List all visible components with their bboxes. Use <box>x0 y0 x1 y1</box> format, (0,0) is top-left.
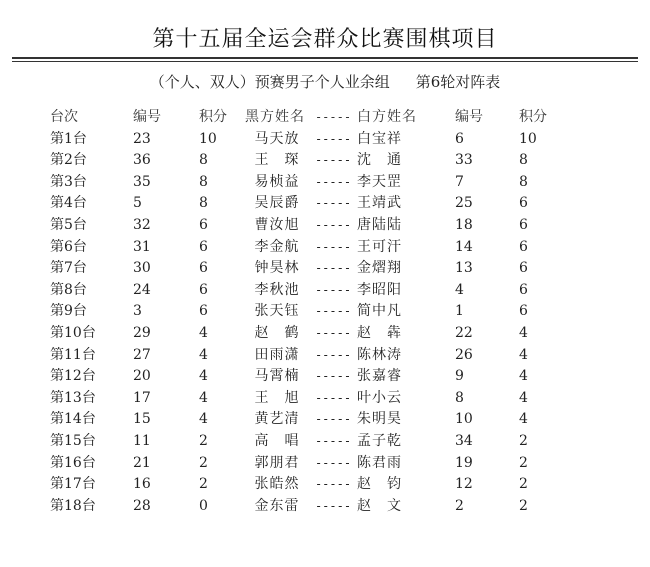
table-row <box>50 409 559 431</box>
table-row <box>50 388 559 410</box>
cell-number-black: 21 <box>133 454 151 471</box>
cell-number-white: 22 <box>455 324 473 341</box>
cell-black-name: 赵 鹤 <box>254 324 300 341</box>
cell-board: 第2台 <box>50 152 87 169</box>
cell-score-white: 8 <box>519 152 528 169</box>
table-row <box>50 345 559 367</box>
cell-score-black: 6 <box>199 238 208 255</box>
cell-separator: ----- <box>314 325 352 340</box>
cell-number-white: 1 <box>455 303 464 320</box>
cell-score-white: 6 <box>519 303 528 320</box>
cell-black-name: 高 唱 <box>254 432 300 449</box>
cell-number-black: 5 <box>133 195 142 212</box>
cell-separator: ----- <box>314 390 352 405</box>
cell-score-white: 2 <box>519 432 528 449</box>
cell-white-name: 金熠翔 <box>357 260 402 277</box>
table-row <box>50 129 559 151</box>
header-separator: ----- <box>314 110 352 124</box>
cell-score-black: 4 <box>199 368 208 385</box>
header-board: 台次 <box>50 109 78 125</box>
subtitle-event: （个人、双人）预赛男子个人业余组 <box>149 73 390 91</box>
cell-black-name: 马霄楠 <box>254 368 300 385</box>
table-row <box>50 280 559 302</box>
cell-number-white: 19 <box>455 454 473 471</box>
cell-number-white: 6 <box>455 130 464 147</box>
cell-board: 第14台 <box>50 411 96 428</box>
cell-number-black: 35 <box>133 173 151 190</box>
cell-board: 第9台 <box>50 303 87 320</box>
cell-number-black: 17 <box>133 389 151 406</box>
cell-number-white: 33 <box>455 152 473 169</box>
cell-score-black: 10 <box>199 130 217 147</box>
cell-board: 第10台 <box>50 324 96 341</box>
cell-score-white: 10 <box>519 130 537 147</box>
cell-score-black: 6 <box>199 260 208 277</box>
cell-score-white: 4 <box>519 411 528 428</box>
table-row <box>50 323 559 345</box>
table-row <box>50 172 559 194</box>
cell-number-black: 30 <box>133 260 151 277</box>
cell-separator: ----- <box>314 282 352 297</box>
cell-number-black: 28 <box>133 497 151 514</box>
cell-black-name: 郭朋君 <box>254 454 300 471</box>
cell-black-name: 曹汝旭 <box>254 216 300 233</box>
cell-board: 第15台 <box>50 432 96 449</box>
cell-number-black: 11 <box>133 432 151 449</box>
cell-score-black: 6 <box>199 303 208 320</box>
table-row <box>50 237 559 259</box>
cell-number-white: 8 <box>455 389 464 406</box>
cell-score-black: 2 <box>199 454 208 471</box>
cell-separator: ----- <box>314 347 352 362</box>
cell-separator: ----- <box>314 412 352 427</box>
cell-separator: ----- <box>314 304 352 319</box>
cell-board: 第3台 <box>50 173 87 190</box>
cell-black-name: 王 琛 <box>254 152 300 169</box>
cell-white-name: 白宝祥 <box>357 130 402 147</box>
cell-number-black: 20 <box>133 368 151 385</box>
cell-white-name: 张嘉睿 <box>357 368 402 385</box>
cell-score-white: 6 <box>519 260 528 277</box>
table-row <box>50 193 559 215</box>
title-rule-thick <box>12 57 638 59</box>
cell-separator: ----- <box>314 174 352 189</box>
page-title: 第十五届全运会群众比赛围棋项目 <box>152 27 498 52</box>
subtitle-round: 第6轮对阵表 <box>415 73 501 91</box>
cell-score-white: 4 <box>519 346 528 363</box>
table-row <box>50 150 559 172</box>
cell-number-white: 9 <box>455 368 464 385</box>
cell-separator: ----- <box>314 433 352 448</box>
cell-score-white: 4 <box>519 368 528 385</box>
table-row <box>50 215 559 237</box>
cell-board: 第1台 <box>50 130 87 147</box>
cell-score-white: 4 <box>519 324 528 341</box>
table-row <box>50 366 559 388</box>
cell-score-black: 2 <box>199 432 208 449</box>
table-row <box>50 496 559 518</box>
cell-number-white: 13 <box>455 260 473 277</box>
cell-white-name: 赵 文 <box>357 497 402 514</box>
cell-separator: ----- <box>314 261 352 276</box>
cell-separator: ----- <box>314 131 352 146</box>
cell-score-white: 6 <box>519 238 528 255</box>
cell-score-white: 2 <box>519 476 528 493</box>
cell-white-name: 孟子乾 <box>357 432 402 449</box>
cell-black-name: 李秋池 <box>254 281 300 298</box>
cell-number-black: 29 <box>133 324 151 341</box>
cell-score-white: 2 <box>519 497 528 514</box>
cell-score-white: 6 <box>519 195 528 212</box>
cell-number-white: 7 <box>455 173 464 190</box>
cell-board: 第17台 <box>50 476 96 493</box>
cell-score-black: 2 <box>199 476 208 493</box>
cell-score-black: 4 <box>199 324 208 341</box>
cell-white-name: 唐陆陆 <box>357 216 402 233</box>
cell-separator: ----- <box>314 196 352 211</box>
cell-score-black: 8 <box>199 152 208 169</box>
cell-white-name: 叶小云 <box>357 389 402 406</box>
subtitle <box>0 71 650 92</box>
cell-number-white: 14 <box>455 238 473 255</box>
cell-black-name: 李金航 <box>254 238 300 255</box>
cell-board: 第11台 <box>50 346 96 363</box>
cell-score-black: 8 <box>199 173 208 190</box>
cell-number-black: 23 <box>133 130 151 147</box>
cell-black-name: 易桢益 <box>254 173 300 190</box>
cell-white-name: 陈林涛 <box>357 346 402 363</box>
cell-number-white: 2 <box>455 497 464 514</box>
cell-number-black: 32 <box>133 216 151 233</box>
cell-score-white: 2 <box>519 454 528 471</box>
cell-score-white: 8 <box>519 173 528 190</box>
cell-white-name: 朱明昊 <box>357 411 402 428</box>
cell-number-white: 10 <box>455 411 473 428</box>
cell-number-black: 24 <box>133 281 151 298</box>
cell-score-black: 4 <box>199 411 208 428</box>
cell-score-black: 8 <box>199 195 208 212</box>
header-black-name: 黑方姓名 <box>245 109 305 125</box>
cell-white-name: 王靖武 <box>357 195 402 212</box>
cell-number-white: 25 <box>455 195 473 212</box>
table-row <box>50 453 559 475</box>
cell-board: 第12台 <box>50 368 96 385</box>
cell-white-name: 简中凡 <box>357 303 402 320</box>
cell-separator: ----- <box>314 369 352 384</box>
cell-black-name: 金东雷 <box>254 497 300 514</box>
cell-white-name: 沈 通 <box>357 152 402 169</box>
pairing-table <box>50 107 559 517</box>
cell-white-name: 李天罡 <box>357 173 402 190</box>
cell-white-name: 王可汗 <box>357 238 402 255</box>
cell-separator: ----- <box>314 153 352 168</box>
cell-board: 第16台 <box>50 454 96 471</box>
cell-separator: ----- <box>314 217 352 232</box>
cell-score-white: 6 <box>519 281 528 298</box>
cell-black-name: 张皓然 <box>254 476 300 493</box>
cell-score-black: 6 <box>199 216 208 233</box>
cell-black-name: 黄艺清 <box>254 411 300 428</box>
cell-white-name: 李昭阳 <box>357 281 402 298</box>
table-row <box>50 301 559 323</box>
cell-number-white: 18 <box>455 216 473 233</box>
header-number-white: 编号 <box>455 109 483 125</box>
cell-black-name: 钟昊林 <box>254 260 300 277</box>
cell-black-name: 马天放 <box>254 130 300 147</box>
cell-score-white: 4 <box>519 389 528 406</box>
cell-board: 第6台 <box>50 238 87 255</box>
cell-separator: ----- <box>314 455 352 470</box>
cell-score-white: 6 <box>519 216 528 233</box>
cell-white-name: 赵 犇 <box>357 324 402 341</box>
cell-black-name: 吴辰爵 <box>254 195 300 212</box>
cell-black-name: 张天钰 <box>254 303 300 320</box>
cell-number-white: 4 <box>455 281 464 298</box>
cell-score-black: 4 <box>199 346 208 363</box>
table-row <box>50 431 559 453</box>
cell-board: 第7台 <box>50 260 87 277</box>
cell-number-black: 31 <box>133 238 151 255</box>
cell-number-white: 12 <box>455 476 473 493</box>
cell-black-name: 王 旭 <box>254 389 300 406</box>
cell-board: 第13台 <box>50 389 96 406</box>
cell-separator: ----- <box>314 477 352 492</box>
cell-number-black: 36 <box>133 152 151 169</box>
cell-number-black: 3 <box>133 303 142 320</box>
cell-board: 第8台 <box>50 281 87 298</box>
cell-board: 第4台 <box>50 195 87 212</box>
cell-board: 第5台 <box>50 216 87 233</box>
cell-score-black: 4 <box>199 389 208 406</box>
cell-score-black: 0 <box>199 497 208 514</box>
title-rule-thin <box>12 61 638 62</box>
table-row <box>50 474 559 496</box>
cell-black-name: 田雨潇 <box>254 346 300 363</box>
header-row <box>50 107 559 129</box>
header-score-black: 积分 <box>199 109 227 125</box>
table-row <box>50 258 559 280</box>
cell-white-name: 陈君雨 <box>357 454 402 471</box>
cell-separator: ----- <box>314 498 352 513</box>
header-number-black: 编号 <box>133 109 161 125</box>
cell-number-black: 16 <box>133 476 151 493</box>
cell-board: 第18台 <box>50 497 96 514</box>
header-white-name: 白方姓名 <box>357 109 417 125</box>
header-score-white: 积分 <box>519 109 547 125</box>
cell-number-white: 26 <box>455 346 473 363</box>
cell-number-white: 34 <box>455 432 473 449</box>
cell-white-name: 赵 钧 <box>357 476 402 493</box>
cell-score-black: 6 <box>199 281 208 298</box>
cell-separator: ----- <box>314 239 352 254</box>
cell-number-black: 15 <box>133 411 151 428</box>
cell-number-black: 27 <box>133 346 151 363</box>
